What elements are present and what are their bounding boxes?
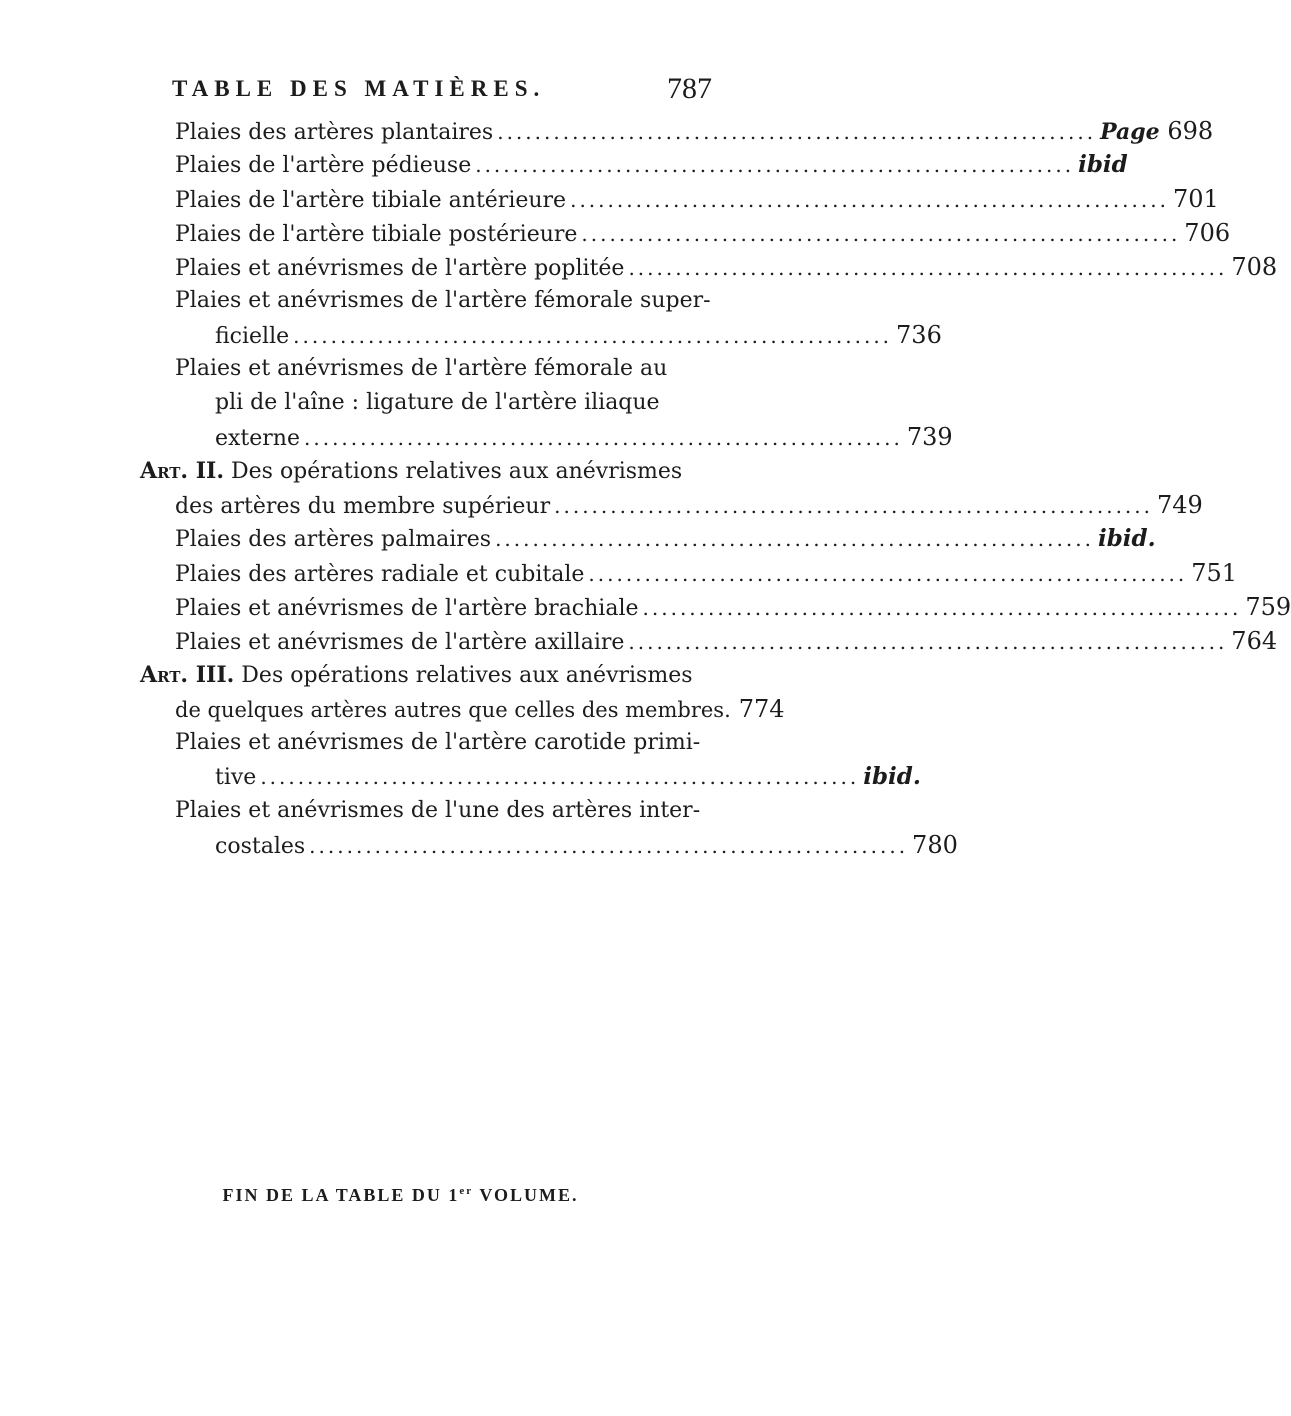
dot-leader: ................................................................ xyxy=(570,188,1169,212)
dot-leader: ................................................................ xyxy=(475,153,1075,177)
dot-leader: ................................................................ xyxy=(588,562,1188,586)
dot-leader: ................................................................ xyxy=(581,222,1181,246)
end-of-table-note: FIN DE LA TABLE DU 1er VOLUME. xyxy=(222,1185,579,1205)
dot-leader: ................................................................ xyxy=(304,426,903,450)
toc-entry: Plaies et anévrismes de l'artère fémorale au xyxy=(175,356,668,381)
dot-leader: ................................................................ xyxy=(309,834,909,858)
toc-entry: Plaies et anévrismes de l'artère poplitée ................................................................ 708 xyxy=(175,250,710,284)
dot-leader: ................................................................ xyxy=(628,256,1228,280)
page-number: 787 xyxy=(667,72,712,105)
toc-entry: pli de l'aîne : ligature de l'artère iliaque xyxy=(215,390,660,415)
dot-leader: ................................................................ xyxy=(497,120,1097,144)
toc-entry: costales ................................................................ 780 xyxy=(215,828,710,862)
dot-leader: ................................................................ xyxy=(260,765,860,789)
toc-entry: ficielle ................................................................ 736 xyxy=(215,318,710,352)
toc-entry: Plaies et anévrismes de l'une des artères inter- xyxy=(175,798,701,823)
dot-leader: ................................................................ xyxy=(642,596,1242,620)
toc-entry: Plaies des artères plantaires ................................................................ Page 698 xyxy=(175,114,710,148)
toc-entry: Plaies de l'artère tibiale postérieure ................................................................ 706 xyxy=(175,216,710,250)
toc-entry: Plaies et anévrismes de l'artère brachiale ................................................................ 759 xyxy=(175,590,710,624)
toc-entry: Plaies des artères palmaires ................................................................ ibid. xyxy=(175,522,710,556)
toc-entry: des artères du membre supérieur ................................................................ 749 xyxy=(175,488,710,522)
toc-entry: externe ................................................................ 739 xyxy=(215,420,710,454)
running-title: TABLE DES MATIÈRES. xyxy=(172,76,546,101)
toc-entry: Plaies de l'artère tibiale antérieure ................................................................ 701 xyxy=(175,182,710,216)
toc-entry: tive ................................................................ ibid. xyxy=(215,760,710,794)
dot-leader: ................................................................ xyxy=(293,324,893,348)
dot-leader: ................................................................ xyxy=(628,630,1228,654)
toc-entry: de quelques artères autres que celles des membres. 774 xyxy=(175,695,785,723)
toc-article-heading: Art. II. Des opérations relatives aux anévrismes xyxy=(140,458,683,484)
toc-entry: Plaies des artères radiale et cubitale ................................................................ 751 xyxy=(175,556,710,590)
page-header xyxy=(172,72,712,112)
dot-leader: ................................................................ xyxy=(495,527,1094,551)
toc-entry: Plaies et anévrismes de l'artère axillaire ................................................................ 764 xyxy=(175,624,710,658)
dot-leader: ................................................................ xyxy=(554,494,1153,518)
toc-entry: Plaies de l'artère pédieuse ................................................................ ibid xyxy=(175,148,710,182)
toc-article-heading: Art. III. Des opérations relatives aux anévrismes xyxy=(140,662,693,688)
toc-entry: Plaies et anévrismes de l'artère carotide primi- xyxy=(175,730,701,755)
toc-entry: Plaies et anévrismes de l'artère fémorale super- xyxy=(175,288,711,313)
